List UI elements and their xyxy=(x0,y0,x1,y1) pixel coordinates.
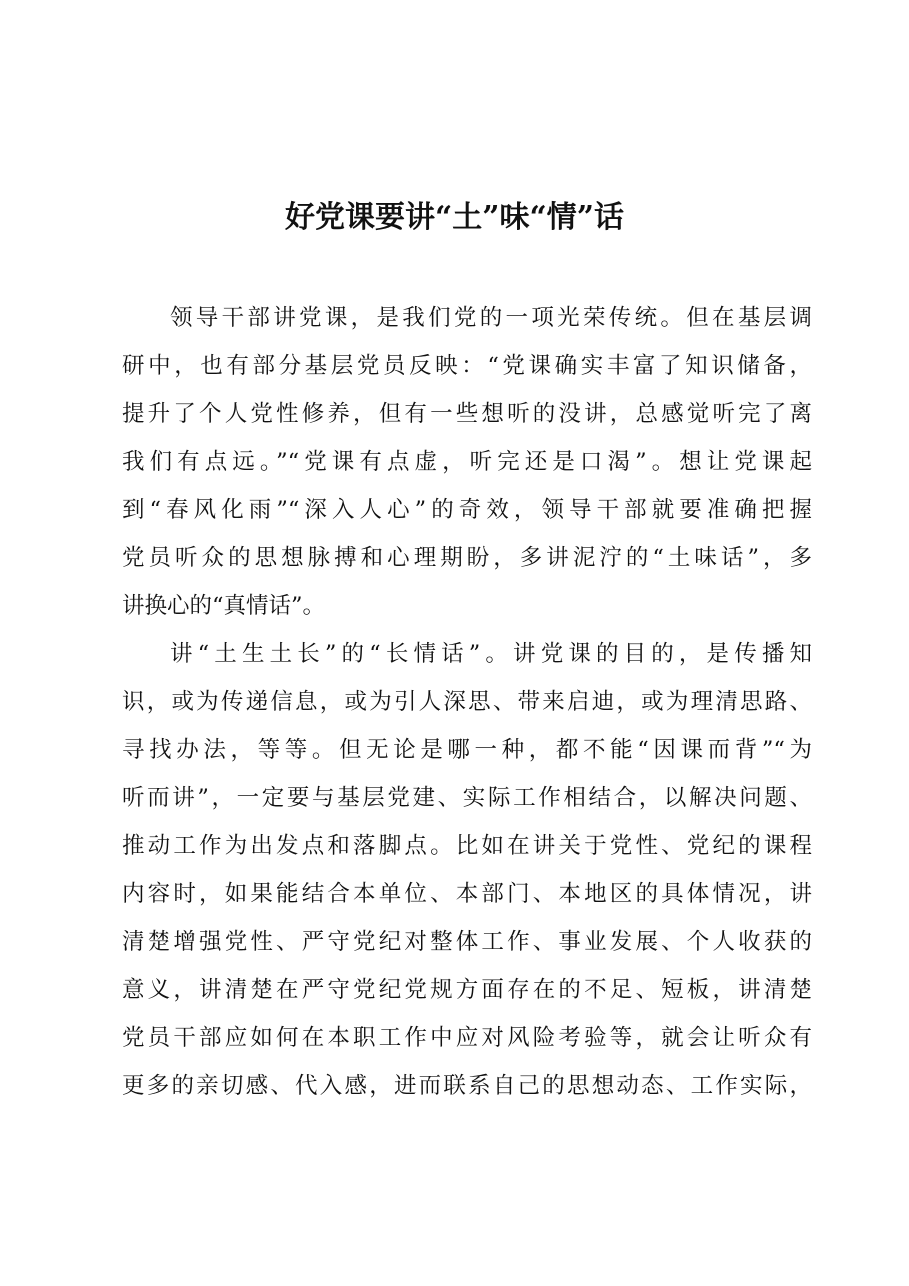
paragraph-line: 领导干部讲党课，是我们党的一项光荣传统。但在基层调 xyxy=(170,305,812,331)
paragraph-line: 更多的亲切感、代入感，进而联系自己的思想动态、工作实际， xyxy=(122,1073,812,1099)
paragraph-line: 意义，讲清楚在严守党纪党规方面存在的不足、短板，讲清楚 xyxy=(122,977,812,1003)
paragraph-line: 清楚增强党性、严守党纪对整体工作、事业发展、个人收获的 xyxy=(122,929,812,955)
paragraph-line: 识，或为传递信息，或为引人深思、带来启迪，或为理清思路、 xyxy=(122,689,812,715)
paragraph-line: 党员听众的思想脉搏和心理期盼，多讲泥泞的“土味话”，多 xyxy=(122,545,812,571)
paragraph-line: 我们有点远。”“党课有点虚，听完还是口渴”。想让党课起 xyxy=(122,449,812,475)
paragraph-line: 讲换心的“真情话”。 xyxy=(122,593,326,619)
document-title: 好党课要讲“土”味“情”话 xyxy=(284,200,625,235)
paragraph-line: 党员干部应如何在本职工作中应对风险考验等，就会让听众有 xyxy=(122,1025,812,1051)
paragraph-line: 推动工作为出发点和落脚点。比如在讲关于党性、党纪的课程 xyxy=(122,833,812,859)
paragraph-line: 寻找办法，等等。但无论是哪一种，都不能“因课而背”“为 xyxy=(122,737,812,763)
document-body xyxy=(122,294,812,1110)
paragraph-line: 听而讲”，一定要与基层党建、实际工作相结合，以解决问题、 xyxy=(122,785,812,811)
paragraph-line: 内容时，如果能结合本单位、本部门、本地区的具体情况，讲 xyxy=(122,881,812,907)
paragraph-line: 提升了个人党性修养，但有一些想听的没讲，总感觉听完了离 xyxy=(122,401,812,427)
paragraph-line: 研中，也有部分基层党员反映：“党课确实丰富了知识储备， xyxy=(122,353,812,379)
paragraph-line: 讲“土生土长”的“长情话”。讲党课的目的，是传播知 xyxy=(170,641,812,667)
paragraph-line: 到“春风化雨”“深入人心”的奇效，领导干部就要准确把握 xyxy=(122,497,812,523)
